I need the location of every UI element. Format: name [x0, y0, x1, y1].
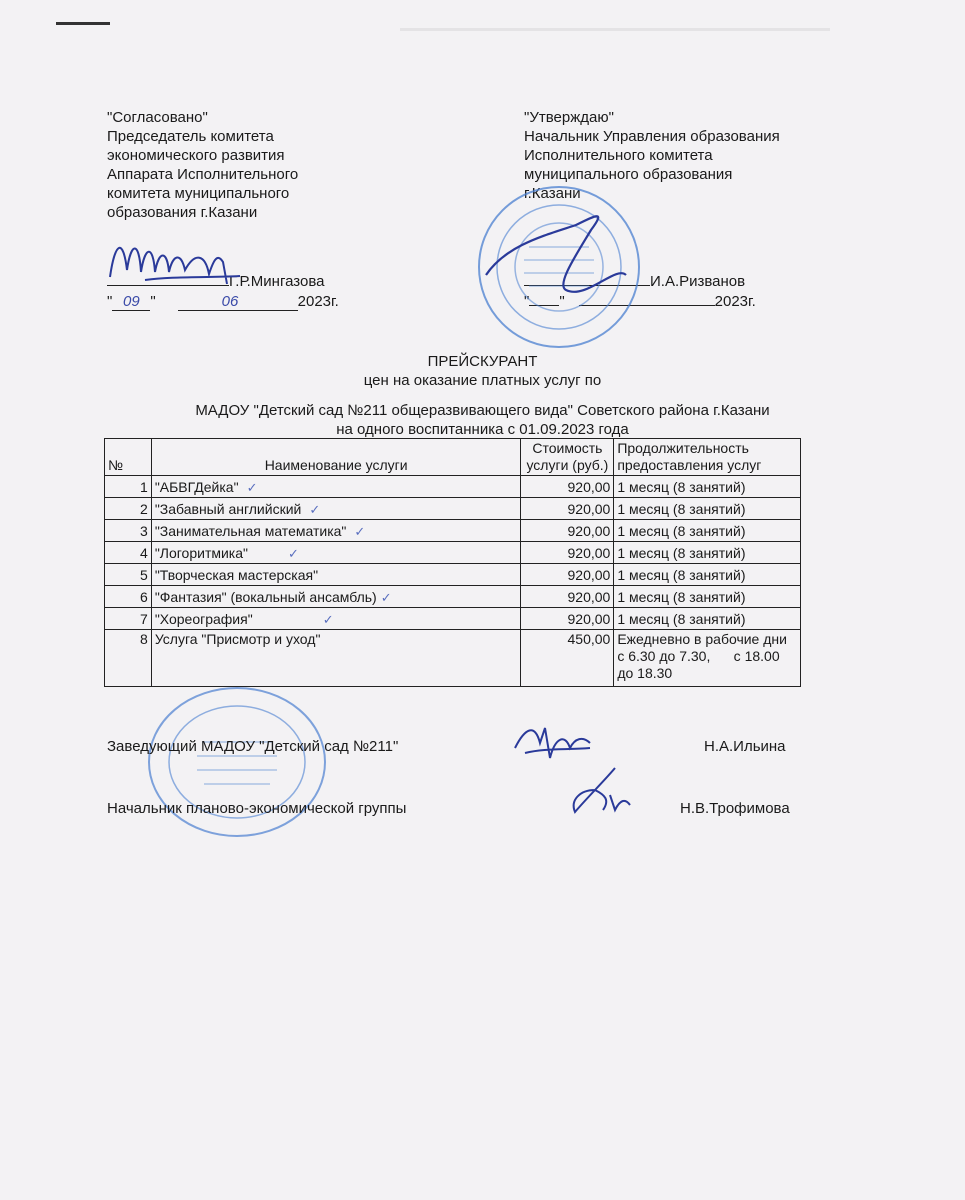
price-table: [104, 438, 801, 687]
row-duration: 1 месяц (8 занятий): [614, 608, 801, 630]
row-price: 920,00: [521, 520, 614, 542]
row-price: 920,00: [521, 586, 614, 608]
table-row: [105, 586, 801, 608]
doc-organization: МАДОУ "Детский сад №211 общеразвивающего вида" Советского района г.Казани: [195, 402, 770, 419]
row-name: [151, 520, 521, 542]
row-price: 450,00: [521, 630, 614, 687]
signature-rizvanov: [466, 205, 636, 305]
bleed-through: [400, 28, 830, 31]
doc-effective-date: на одного воспитанника с 01.09.2023 года: [336, 421, 629, 438]
footer-head-name: Н.А.Ильина: [704, 738, 786, 755]
checkmark-icon: ✓: [354, 524, 366, 539]
row-name: [151, 476, 521, 498]
stamp-kindergarten: [142, 682, 332, 842]
approval-right-date-year: 2023г.: [714, 293, 756, 310]
doc-title: ПРЕЙСКУРАНТ: [427, 353, 538, 370]
row-duration: 1 месяц (8 занятий): [614, 586, 801, 608]
approval-left-signer: Г.Р.Мингазова: [229, 273, 325, 290]
table-row: [105, 564, 801, 586]
header-duration: Продолжительность предоставления услуг: [614, 439, 801, 476]
row-duration: 1 месяц (8 занятий): [614, 498, 801, 520]
row-name: [151, 586, 521, 608]
checkmark-icon: ✓: [246, 480, 258, 495]
approval-left-line: экономического развития: [107, 147, 285, 164]
table-row: [105, 542, 801, 564]
checkmark-icon: ✓: [309, 502, 321, 517]
doc-subtitle: цен на оказание платных услуг по: [363, 372, 602, 389]
date-year: 2023г.: [297, 293, 339, 310]
row-no: 2: [105, 498, 152, 520]
approval-left-line: образования г.Казани: [107, 204, 258, 221]
checkmark-icon: ✓: [322, 612, 334, 627]
row-price: 920,00: [521, 564, 614, 586]
approval-left-line: Аппарата Исполнительного: [107, 166, 299, 183]
row-no: 3: [105, 520, 152, 542]
approval-right-line: муниципального образования: [524, 166, 733, 183]
row-price: 920,00: [521, 476, 614, 498]
approval-right-line: Начальник Управления образования: [524, 128, 780, 145]
approval-left-heading: "Согласовано": [107, 109, 208, 126]
row-duration: 1 месяц (8 занятий): [614, 520, 801, 542]
scan-mark: [56, 22, 110, 25]
checkmark-icon: ✓: [288, 546, 299, 561]
approval-right-heading: "Утверждаю": [524, 109, 614, 126]
row-name: [151, 608, 521, 630]
row-no: 4: [105, 542, 152, 564]
row-name-text: "Забавный английский: [154, 501, 302, 517]
approval-left-date: " 09 " 06 2023г.: [107, 293, 339, 310]
signature-mingazova: [105, 232, 245, 292]
footer-planning-label: Начальник планово-экономической группы: [107, 800, 407, 817]
row-no: 7: [105, 608, 152, 630]
table-header-row: [105, 439, 801, 476]
table-row: [105, 498, 801, 520]
row-name-text: "Хореография": [154, 611, 253, 627]
row-no: 6: [105, 586, 152, 608]
row-name-text: "Логоритмика": [154, 545, 248, 561]
table-row: [105, 608, 801, 630]
row-name: "Творческая мастерская": [151, 564, 521, 586]
table-row: [105, 476, 801, 498]
header-name: Наименование услуги: [151, 439, 521, 476]
approval-right-signer: И.А.Ризванов: [650, 273, 746, 290]
approval-left-line: Председатель комитета: [107, 128, 274, 145]
row-duration: Ежедневно в рабочие дни с 6.30 до 7.30, с 18.00 до 18.30: [614, 630, 801, 687]
signature-trofimova: [555, 760, 645, 820]
row-name-text: "Фантазия" (вокальный ансамбль): [154, 589, 377, 605]
row-price: 920,00: [521, 608, 614, 630]
row-no: 8: [105, 630, 152, 687]
approval-right-line: г.Казани: [524, 185, 581, 202]
row-duration: 1 месяц (8 занятий): [614, 564, 801, 586]
footer-planning-name: Н.В.Трофимова: [680, 800, 790, 817]
row-name-text: "Занимательная математика": [154, 523, 347, 539]
date-day: 09: [112, 293, 150, 311]
table-row: [105, 520, 801, 542]
date-month: 06: [178, 293, 298, 311]
header-no: №: [105, 439, 152, 476]
approval-left-line: комитета муниципального: [107, 185, 290, 202]
row-duration: 1 месяц (8 занятий): [614, 476, 801, 498]
approval-right-line: Исполнительного комитета: [524, 147, 713, 164]
approval-right-date: " " 2023г.: [524, 293, 756, 310]
row-duration: 1 месяц (8 занятий): [614, 542, 801, 564]
row-name-text: "АБВГДейка": [154, 479, 239, 495]
approval-left-block: [107, 108, 298, 222]
row-no: 5: [105, 564, 152, 586]
header-price: Стоимость услуги (руб.): [521, 439, 614, 476]
row-price: 920,00: [521, 498, 614, 520]
footer-head-label: Заведующий МАДОУ "Детский сад №211": [107, 738, 399, 755]
row-name: Услуга "Присмотр и уход": [151, 630, 521, 687]
row-name: [151, 542, 521, 564]
checkmark-icon: ✓: [380, 590, 392, 605]
table-row: [105, 630, 801, 687]
row-price: 920,00: [521, 542, 614, 564]
row-no: 1: [105, 476, 152, 498]
row-name: [151, 498, 521, 520]
